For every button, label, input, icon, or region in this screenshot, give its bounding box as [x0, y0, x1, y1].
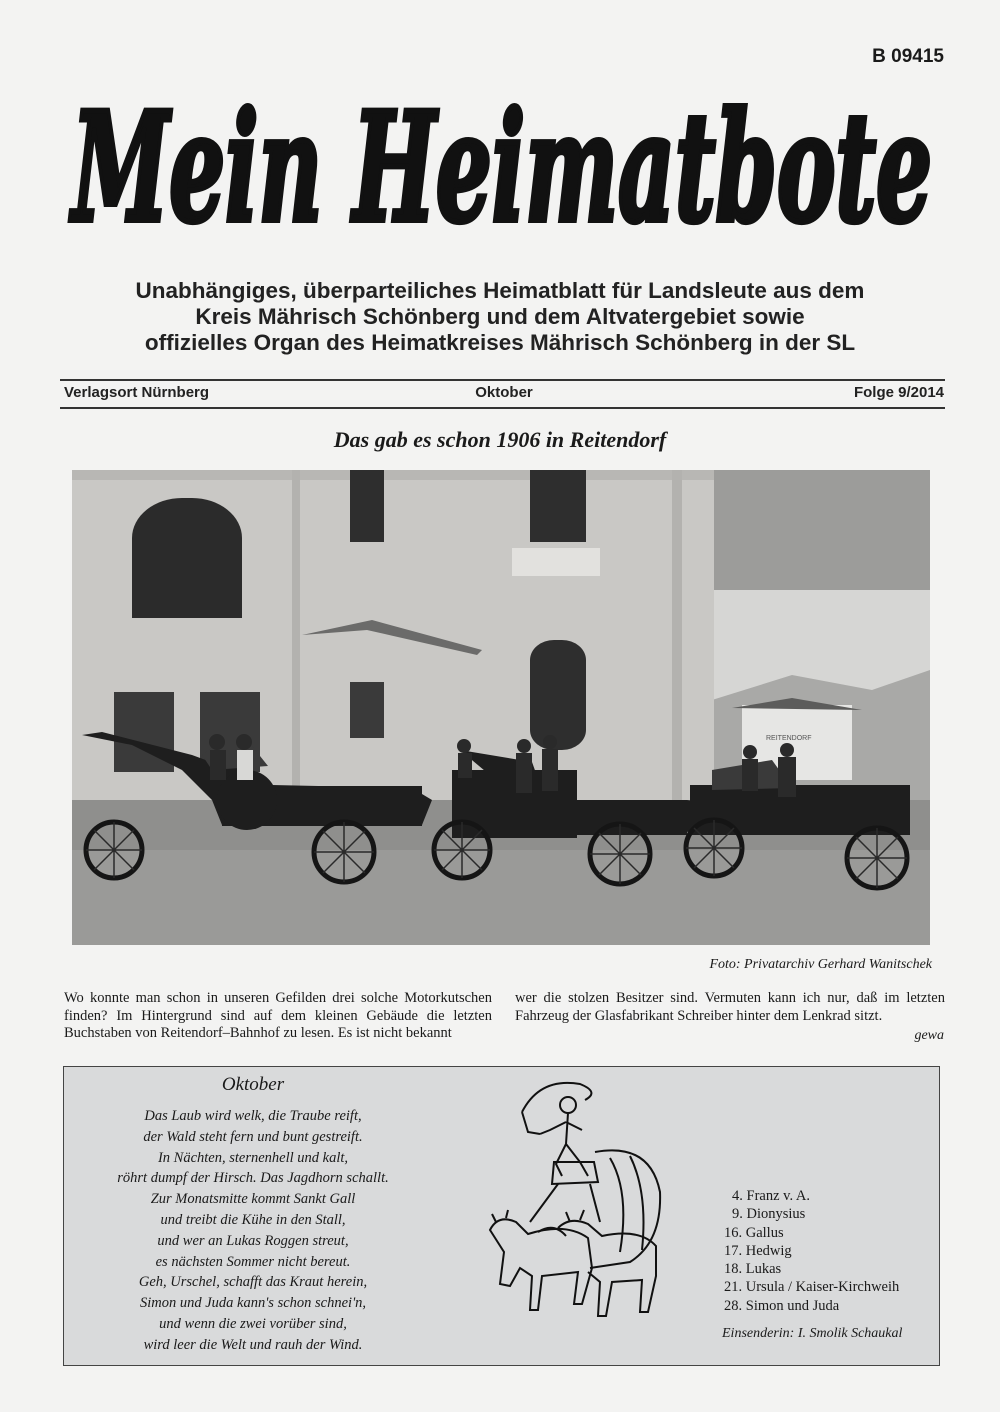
feast-day: 16. Gallus	[724, 1224, 784, 1241]
photo-caption: Foto: Privatarchiv Gerhard Wanitschek	[709, 957, 932, 972]
poem-line: Geh, Urschel, schafft das Kraut herein,	[138, 1274, 368, 1291]
poem-line: röhrt dumpf der Hirsch. Das Jagdhorn schallt.	[117, 1170, 389, 1187]
issue-number: Folge 9/2014	[853, 384, 944, 401]
masthead-title: Mein Heimatbote	[69, 80, 932, 256]
article-text-left: Wo konnte man schon in unseren Gefilden drei solche Motorkutschen finden? Im Hintergrund sind auf dem kleinen Gebäude die letzten Buchstaben von Reitendorf–Bahnhof zu lesen. Es ist nicht bekannt	[64, 990, 492, 1041]
station-sign: REITENDORF	[766, 735, 812, 742]
article-signature: gewa	[914, 1028, 944, 1043]
poem-line: und wenn die zwei vorüber sind,	[159, 1315, 347, 1332]
poem-line: Zur Monatsmitte kommt Sankt Gall	[150, 1191, 356, 1208]
subtitle-line: Kreis Mährisch Schönberg und dem Altvatergebiet sowie	[195, 304, 805, 329]
feast-day: 18. Lukas	[724, 1261, 782, 1278]
article-text-right: wer die stolzen Besitzer sind. Vermuten kann ich nur, daß im letzten Fahrzeug der Glasfabrikant Schreiber hinter dem Lenkrad sitzt.	[515, 990, 945, 1024]
poem-line: und treibt die Kühe in den Stall,	[160, 1211, 346, 1228]
poem-line: der Wald steht fern und bunt gestreift.	[143, 1128, 363, 1145]
top-rule	[60, 379, 945, 381]
poem-line: Das Laub wird welk, die Traube reift,	[144, 1108, 362, 1124]
vintage-cars-photo	[72, 470, 930, 945]
poem-line: und wer an Lukas Roggen streut,	[157, 1232, 349, 1249]
subtitle-line: offizielles Organ des Heimatkreises Mährisch Schönberg in der SL	[144, 330, 856, 355]
issue-month: Oktober	[475, 384, 533, 401]
feast-days-list	[724, 1187, 899, 1315]
poem-line: es nächsten Sommer nicht bereut.	[155, 1253, 351, 1270]
feast-day: 9. Dionysius	[732, 1206, 806, 1223]
feast-day: 28. Simon und Juda	[724, 1297, 840, 1314]
publication-place: Verlagsort Nürnberg	[64, 384, 210, 401]
poem	[63, 1106, 443, 1356]
feast-day: 21. Ursula / Kaiser-Kirchweih	[724, 1279, 900, 1296]
sender-credit: Einsenderin: I. Smolik Schaukal	[722, 1326, 903, 1341]
poem-line: Simon und Juda kann's schon schnei'n,	[139, 1295, 367, 1312]
masthead-logo	[62, 45, 942, 260]
feast-day: 4. Franz v. A.	[732, 1188, 810, 1204]
poem-title: Oktober	[221, 1074, 285, 1095]
subtitle	[40, 278, 960, 356]
subtitle-line: Unabhängiges, überparteiliches Heimatblatt für Landsleute aus dem	[135, 278, 865, 303]
poem-line: In Nächten, sternenhell und kalt,	[157, 1149, 349, 1166]
bottom-rule	[60, 407, 945, 409]
horse-cart-drawing	[470, 1072, 670, 1342]
poem-line: wird leer die Welt und rauh der Wind.	[143, 1336, 363, 1353]
article-headline: Das gab es schon 1906 in Reitendorf	[333, 427, 667, 452]
publication-code: B 09415	[872, 46, 944, 67]
feast-day: 17. Hedwig	[724, 1242, 792, 1259]
